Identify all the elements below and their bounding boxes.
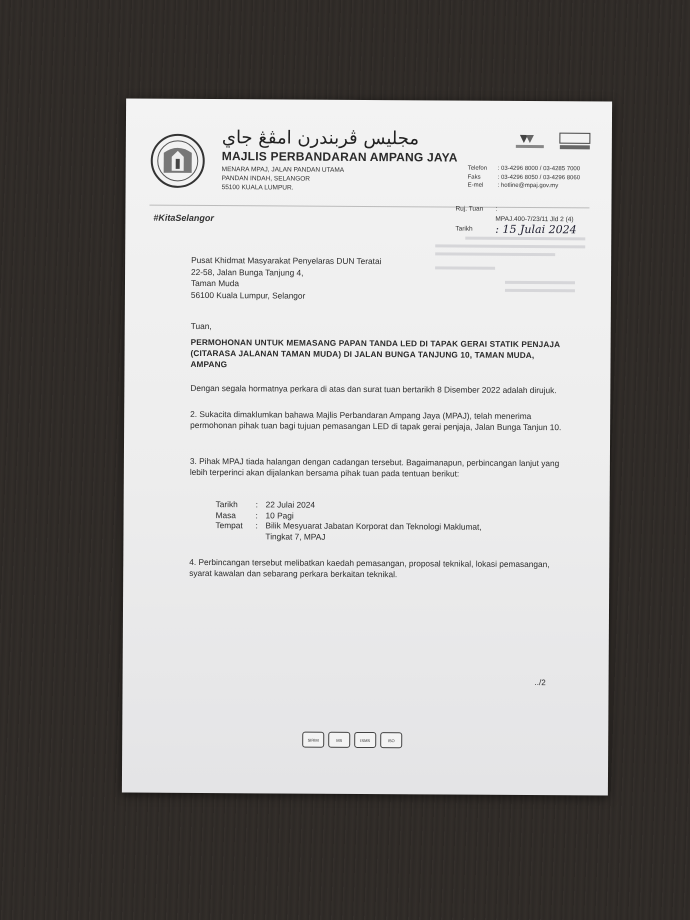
cert-badge: MS: [328, 732, 350, 748]
recipient-line: Pusat Khidmat Masyarakat Penyelaras DUN Teratai: [191, 254, 382, 267]
contact-value: : hotline@mpaj.gov.my: [497, 182, 559, 190]
letter-paper: [122, 99, 612, 796]
paragraph-1: Dengan segala hormatnya perkara di atas dan surat tuan bertarikh 8 Disember 2022 adalah dirujuk.: [190, 382, 557, 396]
contact-label: E-mel: [467, 182, 484, 189]
reference-block: [455, 205, 576, 236]
jawi-title: مجليس ڤربندرن امڤڠ جاي: [221, 127, 420, 150]
address-line: 55100 KUALA LUMPUR.: [221, 184, 294, 192]
page-continuation-marker: ../2: [534, 678, 546, 688]
ruj-kami-value: MPAJ.400-7/23/11 Jld 2 (4): [495, 215, 574, 224]
letter-subject: PERMOHONAN UNTUK MEMASANG PAPAN TANDA LED DI TAPAK GERAI STATIK PENJAJA (CITARASA JALANAN TAMAN MUDA) DI JALAN BUNGA TANJUNG 10, TAMAN MUDA, AMPANG: [190, 337, 560, 370]
cert-badge: ISO: [380, 732, 402, 748]
address-line: PANDAN INDAH, SELANGOR: [221, 175, 311, 183]
tarikh-value: : 15 Julai 2024: [495, 222, 577, 237]
hashtag-logo: #KitaSelangor: [153, 212, 214, 224]
salutation: Tuan,: [190, 320, 212, 332]
meeting-value: 22 Julai 2024: [265, 499, 316, 510]
contact-row: [468, 182, 580, 191]
meeting-value: 10 Pagi: [265, 509, 294, 521]
recipient-address: [191, 255, 382, 302]
certification-logos: [302, 732, 402, 749]
mpaj-crest-logo: [150, 133, 206, 189]
bleed-through-text: [425, 234, 595, 305]
cert-badge: ISMS: [354, 732, 376, 748]
ruj-tuan-value: :: [495, 205, 498, 213]
paragraph-3: 3. Pihak MPAJ tiada halangan dengan cadangan tersebut. Bagaimanapun, perbincangan lanjut yang lebih terperinci akan dijalankan bersama pihak tuan pada tentuan berikut:: [189, 455, 560, 479]
meeting-value: Bilik Mesyuarat Jabatan Korporat dan Teknologi Maklumat, Tingkat 7, MPAJ: [265, 520, 482, 542]
meeting-row: Tarikh : 22 Julai 2024: [216, 499, 496, 511]
ruj-tuan-label: Ruj. Tuan: [455, 205, 484, 213]
address-line: MENARA MPAJ, JALAN PANDAN UTAMA: [221, 166, 345, 174]
meeting-label: Tarikh: [215, 499, 238, 510]
partner-logos: [514, 131, 594, 157]
organization-name: MAJLIS PERBANDARAN AMPANG JAYA: [221, 149, 458, 165]
meeting-row: Masa : 10 Pagi: [216, 510, 496, 522]
paragraph-4: 4. Perbincangan tersebut melibatkan kaedah pemasangan, proposal teknikal, lokasi pemasangan, syarat kawalan dan sebarang perkara berkaitan teknikal.: [189, 556, 550, 580]
cert-badge: SIRIM: [302, 732, 324, 748]
contact-value: : 03-4296 8000 / 03-4285 7000: [497, 165, 581, 173]
paragraph-2: 2. Sukacita dimaklumkan bahawa Majlis Perbandaran Ampang Jaya (MPAJ), telah menerima permohonan pihak tuan bagi tujuan pemasangan LED di tapak gerai penjaja, Jalan Bunga Tanjun 10.: [190, 408, 562, 433]
contact-label: Faks: [467, 174, 481, 181]
contact-label: Telefon: [467, 165, 488, 172]
meeting-row: Tempat : Bilik Mesyuarat Jabatan Korporat dan Teknologi Maklumat, Tingkat 7, MPAJ: [215, 520, 495, 543]
recipient-line: 22-58, Jalan Bunga Tanjung 4,: [191, 266, 304, 278]
recipient-line: 56100 Kuala Lumpur, Selangor: [190, 289, 306, 301]
meeting-label: Tempat: [215, 520, 243, 531]
meeting-details: [215, 499, 495, 543]
recipient-line: Taman Muda: [190, 277, 239, 289]
org-address: [222, 165, 345, 193]
tarikh-label: Tarikh: [455, 225, 473, 233]
contact-info: [468, 165, 581, 191]
contact-value: : 03-4296 8050 / 03-4296 8060: [497, 174, 581, 181]
meeting-label: Masa: [215, 509, 236, 520]
